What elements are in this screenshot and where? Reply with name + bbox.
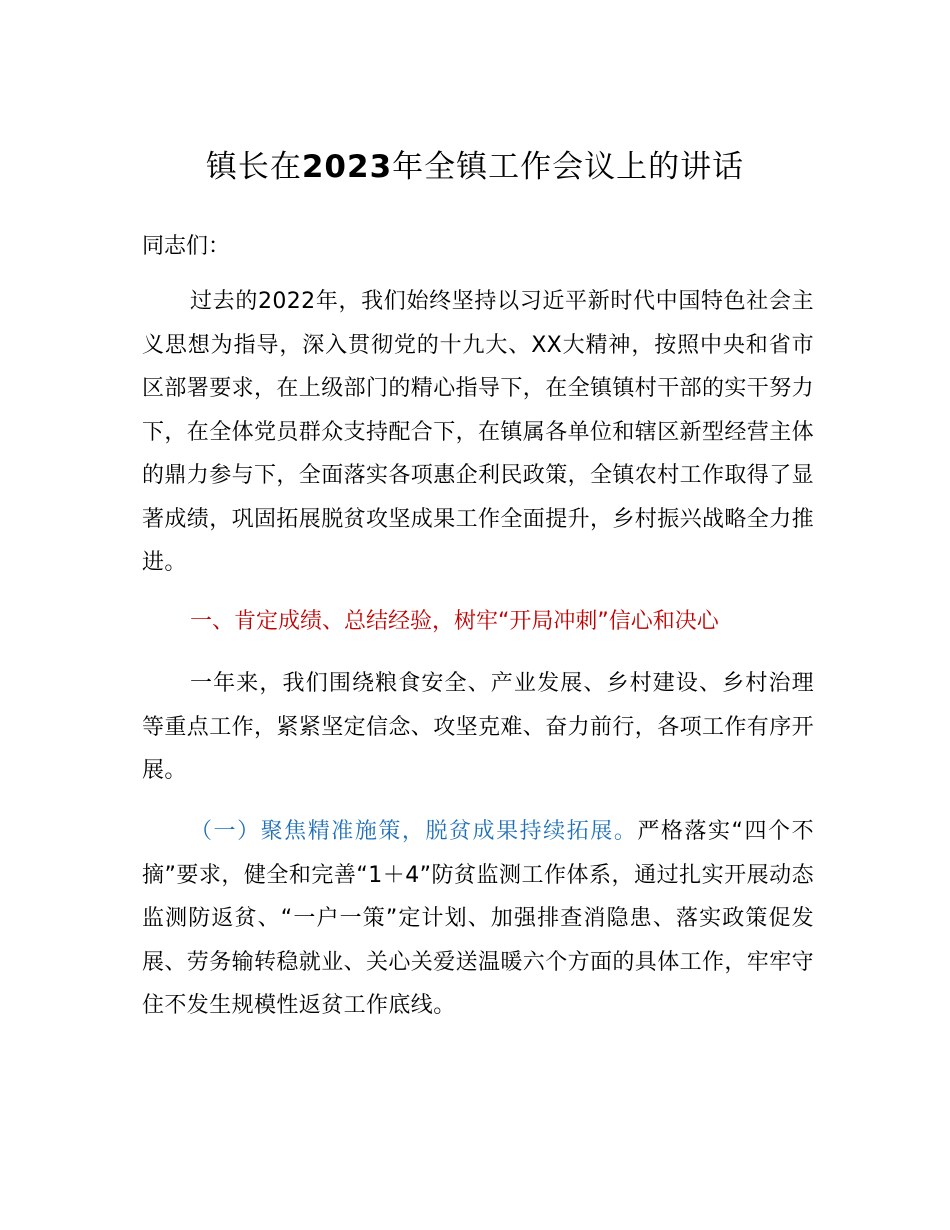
section-heading: 一、肯定成绩、总结经验，树牢“开局冲刺”信心和决心 bbox=[190, 609, 719, 634]
subsection-body: 严格落实“四个不摘”要求，健全和完善“1＋4”防贫监测工作体系，通过扎实开展动态监测防返贫、“一户一策”定计划、加强排查消隐患、落实政策促发展、劳务输转稳就业、关心关爱送温暖六个方面的具体工作，牢牢守住不发生规模性返贫工作底线。 bbox=[142, 819, 815, 1018]
subsection-paragraph bbox=[142, 810, 814, 1028]
salutation: 同志们： bbox=[142, 234, 231, 259]
title-year: 2023 bbox=[301, 149, 393, 185]
title-prefix: 镇长在 bbox=[205, 149, 302, 185]
intro-paragraph: 过去的2022年，我们始终坚持以习近平新时代中国特色社会主义思想为指导，深入贯彻党的十九大、XX大精神，按照中央和省市区部署要求，在上级部门的精心指导下，在全镇镇村干部的实干努力下，在全体党员群众支持配合下，在镇属各单位和辖区新型经营主体的鼎力参与下，全面落实各项惠企利民政策，全镇农村工作取得了显著成绩，巩固拓展脱贫攻坚成果工作全面提升，乡村振兴战略全力推进。 bbox=[142, 289, 815, 575]
section-paragraph: 一年来，我们围绕粮食安全、产业发展、乡村建设、乡村治理等重点工作，紧紧坚定信念、攻坚克难、奋力前行，各项工作有序开展。 bbox=[142, 671, 815, 783]
subsection-heading: （一）聚焦精准施策，脱贫成果持续拓展。 bbox=[190, 819, 638, 844]
document-title bbox=[0, 140, 950, 194]
title-suffix: 年全镇工作会议上的讲话 bbox=[392, 149, 745, 185]
